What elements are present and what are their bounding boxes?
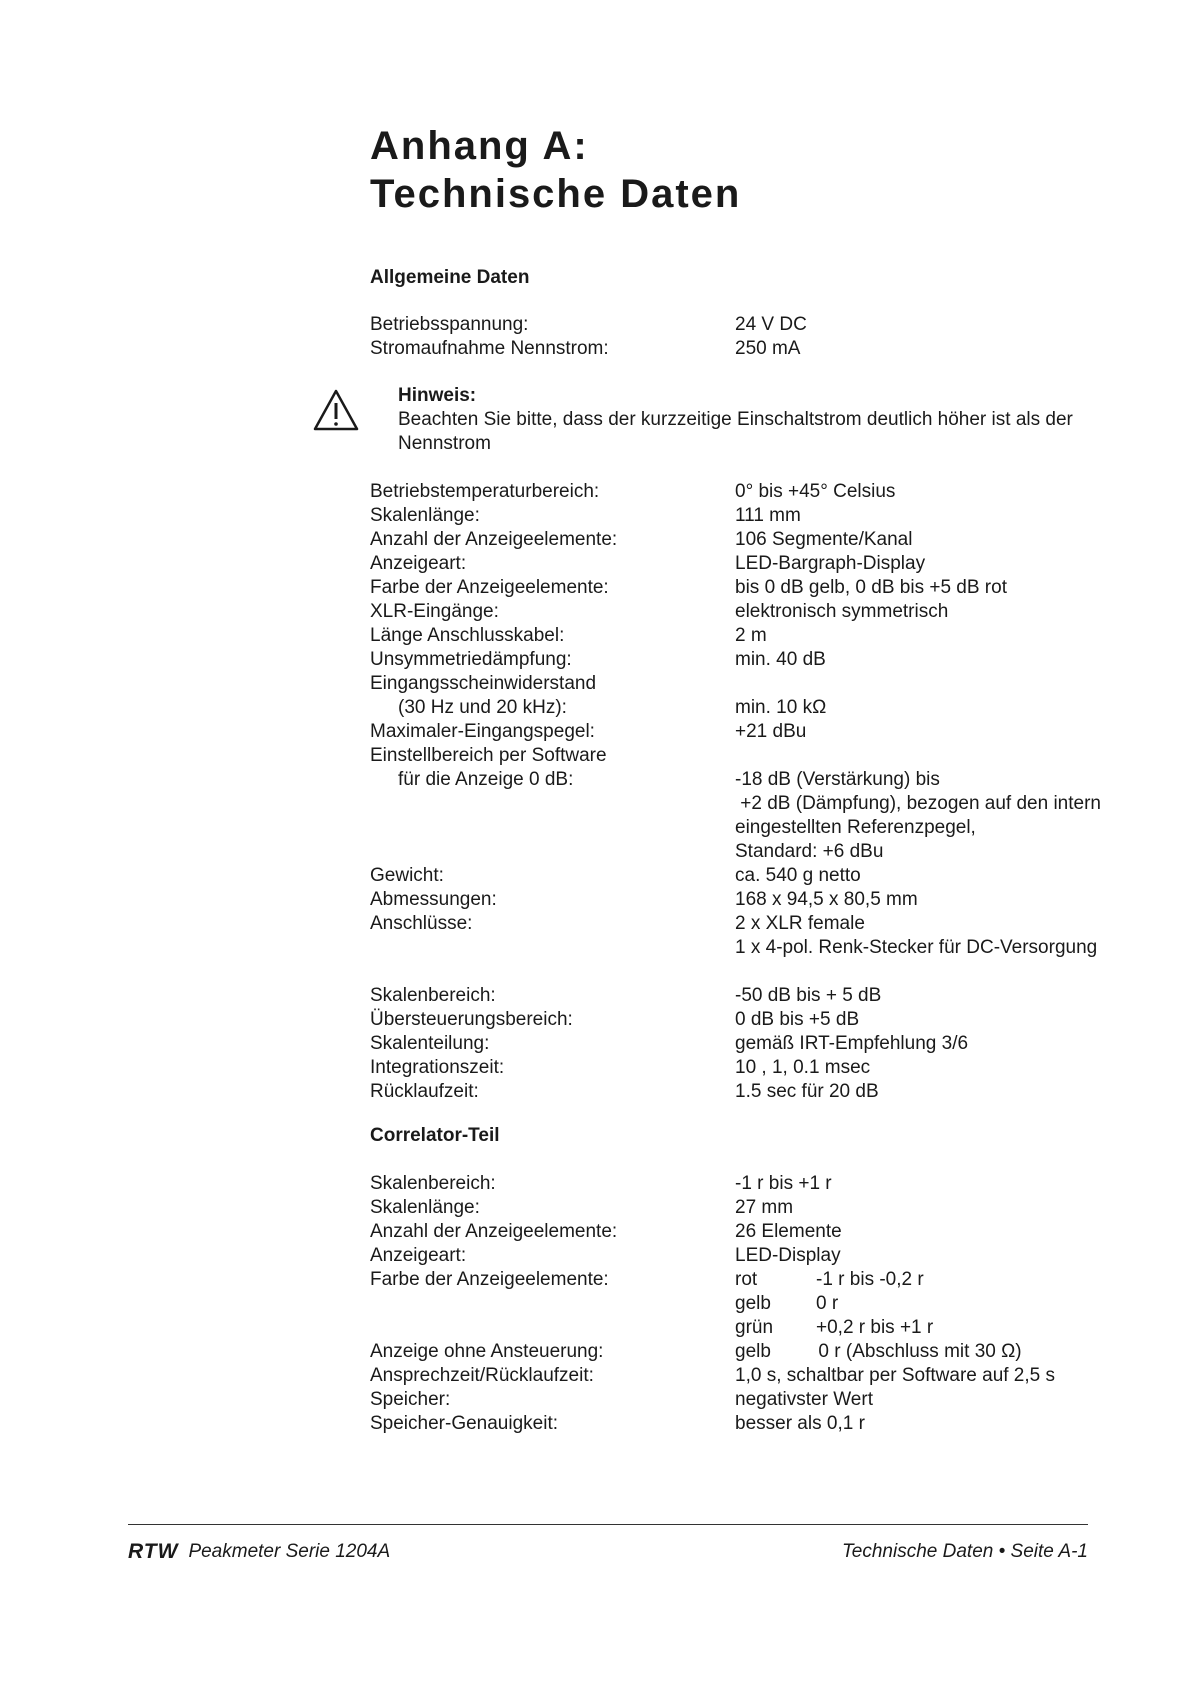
spec-label: Skalenteilung: — [370, 1033, 490, 1054]
spec-value: 168 x 94,5 x 80,5 mm — [735, 889, 918, 910]
spec-value: bis 0 dB gelb, 0 dB bis +5 dB rot — [735, 577, 1007, 598]
color-range: 0 r — [816, 1293, 839, 1314]
spec-value: 26 Elemente — [735, 1221, 842, 1242]
spec-row — [370, 624, 1130, 648]
spec-row — [370, 720, 1130, 744]
spec-row — [370, 480, 1130, 504]
spec-label: Anzahl der Anzeigeelemente: — [370, 529, 618, 550]
spec-row — [370, 1056, 1130, 1080]
spec-value: LED-Bargraph-Display — [735, 553, 926, 574]
spec-label: Betriebstemperaturbereich: — [370, 481, 600, 502]
spec-row — [370, 864, 1130, 888]
spec-label: Farbe der Anzeigeelemente: — [370, 1269, 609, 1290]
footer-divider — [128, 1524, 1088, 1525]
spec-label: Skalenbereich: — [370, 1173, 496, 1194]
spec-value: 106 Segmente/Kanal — [735, 529, 913, 550]
spec-row — [370, 552, 1130, 576]
spec-value: +21 dBu — [735, 721, 807, 742]
spec-label: für die Anzeige 0 dB: — [398, 769, 574, 790]
spec-label: Betriebsspannung: — [370, 314, 529, 335]
spec-row — [370, 816, 1130, 840]
spec-label: Maximaler-Eingangspegel: — [370, 721, 595, 742]
spec-value: 2 x XLR female — [735, 913, 865, 934]
spec-label: Stromaufnahme Nennstrom: — [370, 338, 609, 359]
spec-row — [370, 792, 1130, 816]
spec-value: 111 mm — [735, 505, 801, 526]
spec-value: min. 10 kΩ — [735, 697, 827, 718]
spec-label: Anschlüsse: — [370, 913, 473, 934]
spec-label: Farbe der Anzeigeelemente: — [370, 577, 609, 598]
spec-value: 27 mm — [735, 1197, 794, 1218]
spec-row — [370, 768, 1130, 792]
footer-left — [128, 1540, 390, 1564]
spec-row — [370, 1032, 1130, 1056]
spec-row — [370, 576, 1130, 600]
color-row — [370, 1316, 1130, 1340]
color-name: grün — [735, 1317, 774, 1338]
spec-value: besser als 0,1 r — [735, 1413, 865, 1434]
spec-row — [370, 912, 1130, 936]
section-heading-general: Allgemeine Daten — [370, 267, 530, 288]
spec-row — [370, 936, 1130, 960]
spec-row — [370, 672, 1130, 696]
page-title — [370, 122, 741, 218]
spec-value: -18 dB (Verstärkung) bis — [735, 769, 940, 790]
spec-label: Unsymmetriedämpfung: — [370, 649, 572, 670]
spec-row — [370, 1244, 1130, 1268]
spec-value: LED-Display — [735, 1245, 841, 1266]
footer-page-label: Technische Daten • Seite A-1 — [841, 1541, 1088, 1562]
spec-row — [370, 1364, 1130, 1388]
color-range: +0,2 r bis +1 r — [816, 1317, 934, 1338]
note-title: Hinweis: — [398, 385, 477, 406]
spec-value: 1,0 s, schaltbar per Software auf 2,5 s — [735, 1365, 1056, 1386]
spec-label: Ansprechzeit/Rücklaufzeit: — [370, 1365, 594, 1386]
spec-label: XLR-Eingänge: — [370, 601, 499, 622]
spec-label: (30 Hz und 20 kHz): — [398, 697, 567, 718]
note-text: Beachten Sie bitte, dass der kurzzeitige Einschaltstrom deutlich höher ist als der Nennstrom — [398, 409, 1073, 454]
spec-label: Gewicht: — [370, 865, 444, 886]
spec-label: Anzahl der Anzeigeelemente: — [370, 1221, 618, 1242]
title-line-2: Technische Daten — [370, 172, 742, 216]
spec-row — [370, 313, 1130, 337]
spec-row — [370, 1220, 1130, 1244]
spec-label: Skalenbereich: — [370, 985, 496, 1006]
spec-row — [370, 744, 1130, 768]
color-range: -1 r bis -0,2 r — [816, 1269, 924, 1290]
spec-row — [370, 337, 1130, 361]
spec-row — [370, 1388, 1130, 1412]
spec-value: -50 dB bis + 5 dB — [735, 985, 882, 1006]
spec-value: 10 , 1, 0.1 msec — [735, 1057, 871, 1078]
spec-label: Abmessungen: — [370, 889, 497, 910]
spec-value: Standard: +6 dBu — [735, 841, 884, 862]
spec-value: ca. 540 g netto — [735, 865, 861, 886]
warning-triangle-icon — [312, 388, 360, 432]
spec-value: 1.5 sec für 20 dB — [735, 1081, 879, 1102]
spec-row — [370, 1412, 1130, 1436]
spec-row — [370, 888, 1130, 912]
spec-row — [370, 1340, 1130, 1364]
spec-row — [370, 1008, 1130, 1032]
color-row — [370, 1268, 1130, 1292]
spec-label: Übersteuerungsbereich: — [370, 1009, 573, 1030]
spec-value: negativster Wert — [735, 1389, 873, 1410]
spec-row — [370, 696, 1130, 720]
section-heading-correlator: Correlator-Teil — [370, 1125, 500, 1146]
spec-row — [370, 840, 1130, 864]
spec-value: gelb 0 r (Abschluss mit 30 Ω) — [735, 1341, 1022, 1362]
spec-value: 1 x 4-pol. Renk-Stecker für DC-Versorgung — [735, 937, 1098, 958]
spec-row — [370, 1080, 1130, 1104]
spec-value: -1 r bis +1 r — [735, 1173, 832, 1194]
spec-value: 24 V DC — [735, 314, 807, 335]
rtw-logo: RTW — [128, 1540, 179, 1563]
spec-label: Länge Anschlusskabel: — [370, 625, 565, 646]
spec-row — [370, 1196, 1130, 1220]
spec-row — [370, 648, 1130, 672]
spec-value: eingestellten Referenzpegel, — [735, 817, 976, 838]
spec-row — [370, 1172, 1130, 1196]
spec-value: +2 dB (Dämpfung), bezogen auf den intern — [735, 793, 1101, 814]
spec-row — [370, 504, 1130, 528]
spec-row — [370, 984, 1130, 1008]
spec-label: Speicher: — [370, 1389, 451, 1410]
color-name: rot — [735, 1269, 758, 1290]
spec-value: 2 m — [735, 625, 767, 646]
spec-label: Skalenlänge: — [370, 505, 480, 526]
spec-label: Rücklaufzeit: — [370, 1081, 479, 1102]
spec-label: Skalenlänge: — [370, 1197, 480, 1218]
spec-label: Eingangsscheinwiderstand — [370, 673, 597, 694]
title-line-1: Anhang A: — [370, 124, 589, 168]
color-row — [370, 1292, 1130, 1316]
color-name: gelb — [735, 1293, 771, 1314]
spec-value: 250 mA — [735, 338, 801, 359]
spec-value: min. 40 dB — [735, 649, 826, 670]
spec-value: elektronisch symmetrisch — [735, 601, 949, 622]
spec-label: Anzeigeart: — [370, 1245, 467, 1266]
spec-row — [370, 600, 1130, 624]
footer-product-name: Peakmeter Serie 1204A — [188, 1541, 391, 1562]
spec-row — [370, 528, 1130, 552]
spec-label: Anzeigeart: — [370, 553, 467, 574]
spec-label: Anzeige ohne Ansteuerung: — [370, 1341, 604, 1362]
spec-label: Integrationszeit: — [370, 1057, 505, 1078]
spec-label: Speicher-Genauigkeit: — [370, 1413, 558, 1434]
spec-value: 0° bis +45° Celsius — [735, 481, 896, 502]
spec-value: 0 dB bis +5 dB — [735, 1009, 860, 1030]
spec-value: gemäß IRT-Empfehlung 3/6 — [735, 1033, 969, 1054]
spec-label: Einstellbereich per Software — [370, 745, 607, 766]
